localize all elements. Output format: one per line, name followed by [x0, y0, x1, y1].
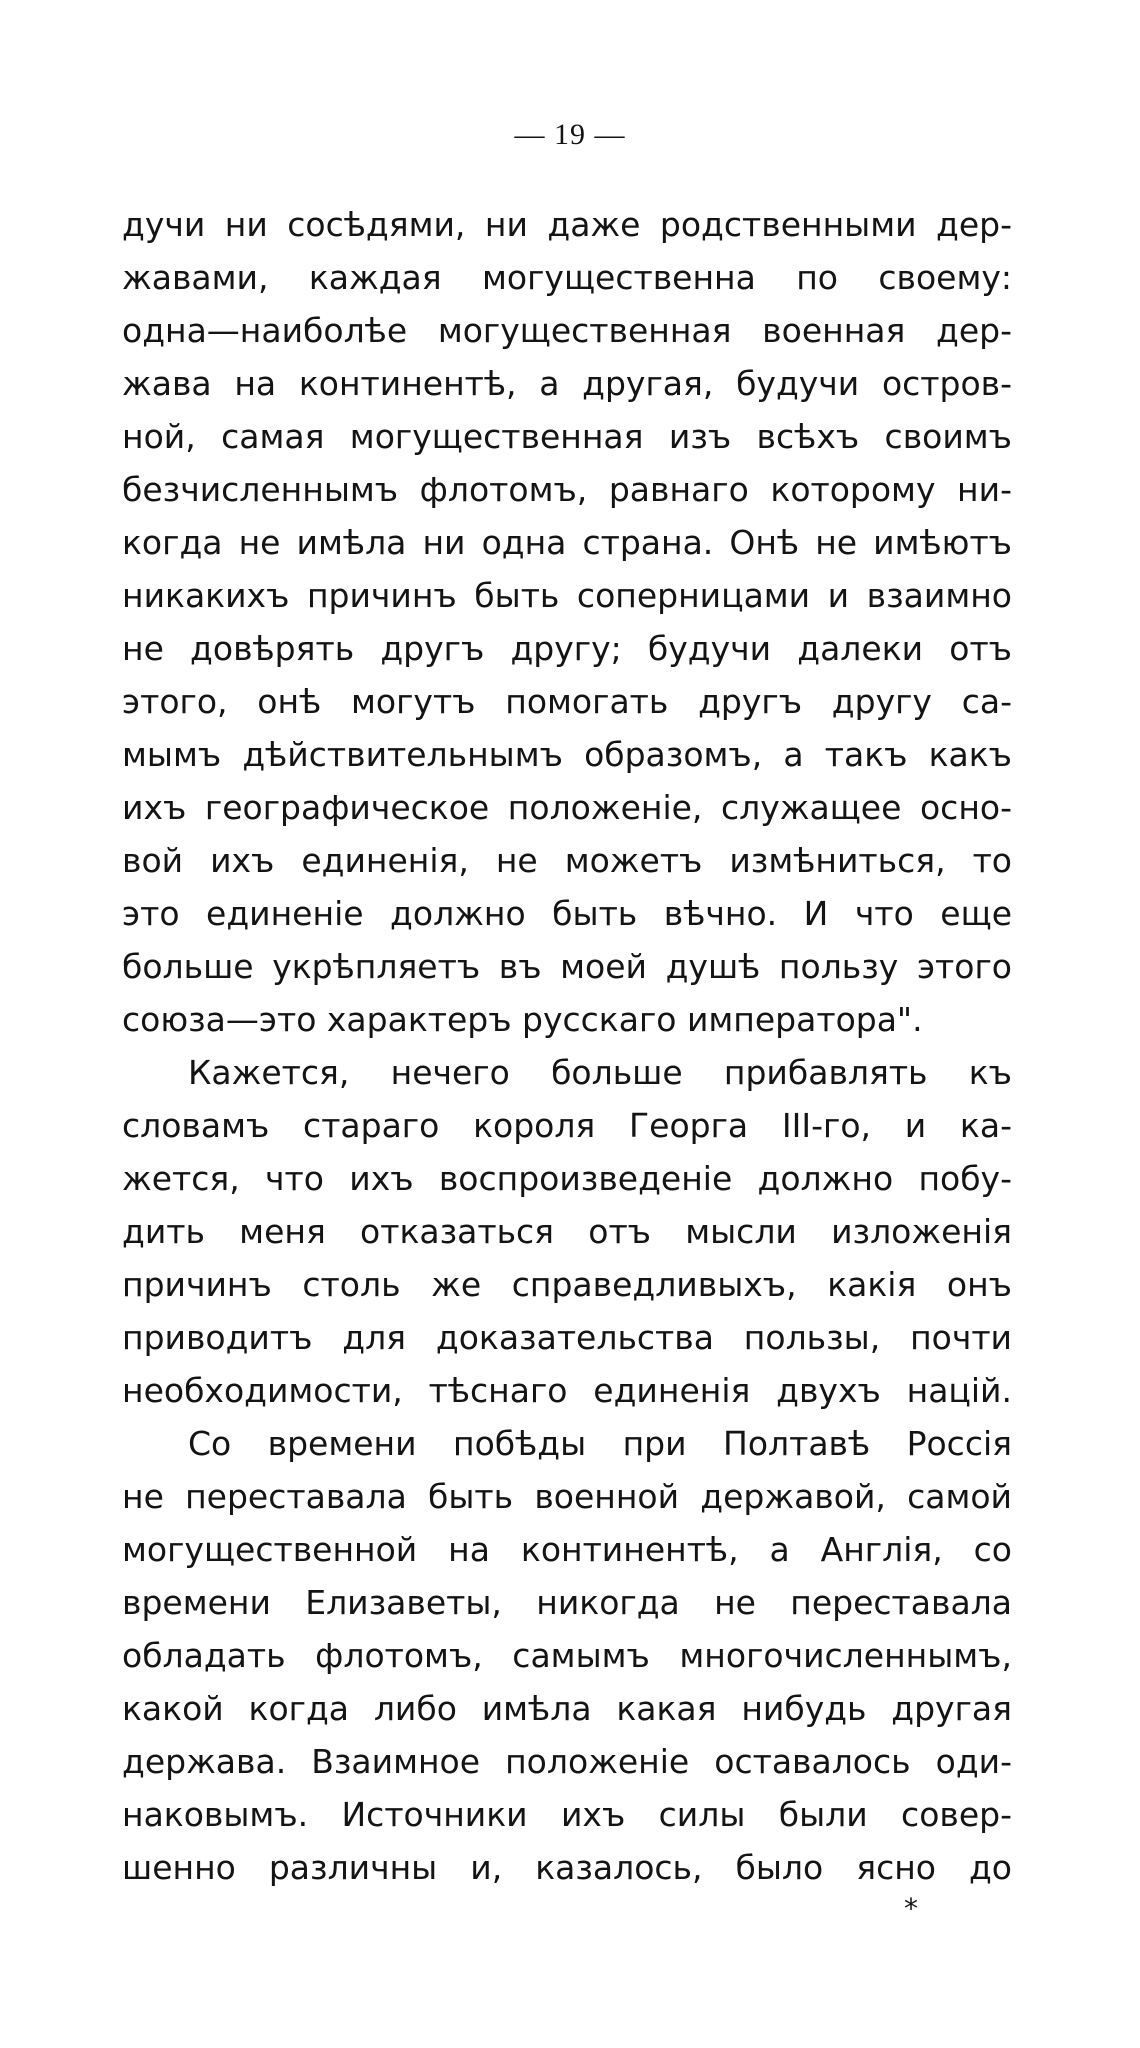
text-line: обладать флотомъ, самымъ многочисленнымъ,: [122, 1636, 1012, 1675]
text-line: не довѣрять другъ другу; будучи далеки отъ: [122, 629, 1012, 668]
text-line: когда не имѣла ни одна страна. Онѣ не имѣютъ: [122, 523, 1012, 562]
text-line: приводитъ для доказательства пользы, почти: [122, 1318, 1012, 1357]
text-line: какой когда либо имѣла какая нибудь другая: [122, 1689, 1012, 1728]
text-line: безчисленнымъ флотомъ, равнаго которому ни-: [122, 470, 1012, 509]
text-line: жавами, каждая могущественна по своему:: [122, 258, 1012, 297]
text-line: словамъ стараго короля Георга III-го, и ка-: [122, 1106, 1012, 1145]
page-number: — 19 —: [514, 118, 626, 151]
text-line: шенно различны и, казалось, было ясно до: [122, 1848, 1012, 1887]
text-line: этого, онѣ могутъ помогать другъ другу са-: [122, 682, 1012, 721]
signature-mark: *: [904, 1892, 918, 1925]
text-line: это единеніе должно быть вѣчно. И что еще: [122, 894, 1012, 933]
text-line: ной, самая могущественная изъ всѣхъ своимъ: [122, 417, 1012, 456]
text-line: Со времени побѣды при Полтавѣ Россія: [188, 1424, 1012, 1463]
text-line: вой ихъ единенія, не можетъ измѣниться, то: [122, 841, 1012, 880]
text-line: никакихъ причинъ быть соперницами и взаимно: [122, 576, 1012, 615]
text-line: необходимости, тѣснаго единенія двухъ націй.: [122, 1371, 1012, 1410]
text-line: жется, что ихъ воспроизведеніе должно побу-: [122, 1159, 1012, 1198]
text-line: жава на континентѣ, а другая, будучи остров-: [122, 364, 1012, 403]
text-line: могущественной на континентѣ, а Англія, со: [122, 1530, 1012, 1569]
text-line: мымъ дѣйствительнымъ образомъ, а такъ какъ: [122, 735, 1012, 774]
text-line: больше укрѣпляетъ въ моей душѣ пользу этого: [122, 947, 1012, 986]
text-line: ихъ географическое положеніе, служащее осно-: [122, 788, 1012, 827]
paragraph: [122, 1046, 1012, 1417]
text-line: одна—наиболѣе могущественная военная дер-: [122, 311, 1012, 350]
paragraph: [122, 1417, 1012, 1894]
text-line: причинъ столь же справедливыхъ, какія онъ: [122, 1265, 1012, 1304]
text-line: держава. Взаимное положеніе оставалось оди-: [122, 1742, 1012, 1781]
text-line: Кажется, нечего больше прибавлять къ: [188, 1053, 1012, 1092]
text-line: не переставала быть военной державой, самой: [122, 1477, 1012, 1516]
text-line: дучи ни сосѣдями, ни даже родственными дер-: [122, 205, 1012, 244]
text-line: дить меня отказаться отъ мысли изложенія: [122, 1212, 1012, 1251]
text-line: наковымъ. Источники ихъ силы были совер-: [122, 1795, 1012, 1834]
text-line: союза—это характеръ русскаго императора".: [122, 1000, 923, 1039]
paragraph: [122, 198, 1012, 1046]
body-text: [122, 198, 1012, 1894]
text-line: времени Елизаветы, никогда не переставала: [122, 1583, 1012, 1622]
